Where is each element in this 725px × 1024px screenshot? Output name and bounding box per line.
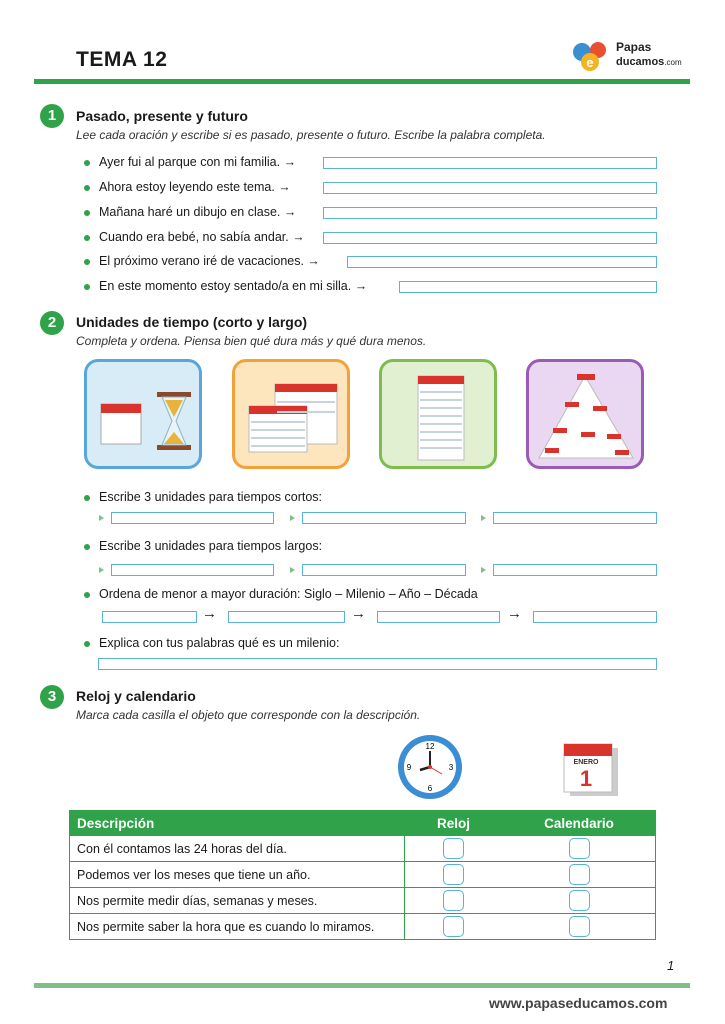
reloj-checkbox[interactable]	[443, 916, 464, 937]
bullet	[84, 284, 90, 290]
cell-calendario	[503, 836, 656, 862]
svg-text:e: e	[586, 55, 594, 70]
table-row	[70, 888, 656, 914]
cell-calendario	[503, 888, 656, 914]
long-unit-field-1[interactable]	[111, 564, 274, 576]
order-field-3[interactable]	[377, 611, 500, 623]
long-unit-field-3[interactable]	[493, 564, 657, 576]
reloj-checkbox[interactable]	[443, 838, 464, 859]
order-field-4[interactable]	[533, 611, 657, 623]
answer-field-2[interactable]	[323, 182, 657, 194]
header-description: Descripción	[70, 811, 405, 836]
calendar-pile-icon	[529, 362, 641, 466]
section-title-2: Unidades de tiempo (corto y largo)	[76, 314, 308, 330]
logo-educamos: ducamos.com	[616, 56, 682, 68]
svg-text:ENERO: ENERO	[573, 759, 599, 766]
reloj-checkbox[interactable]	[443, 864, 464, 885]
cell-reloj	[404, 888, 503, 914]
sentence-1: Ayer fui al parque con mi familia. →	[99, 155, 297, 169]
page-title: TEMA 12	[76, 48, 168, 71]
card-tall-calendar-stack	[379, 359, 497, 469]
svg-text:1: 1	[579, 766, 593, 791]
table-row	[70, 914, 656, 940]
table-row	[70, 836, 656, 862]
answer-field-1[interactable]	[323, 157, 657, 169]
bullet	[84, 641, 90, 647]
section-number-3: 3	[40, 685, 64, 709]
arrow-icon: →	[507, 605, 522, 622]
row-description: Nos permite saber la hora que es cuando lo miramos.	[70, 914, 405, 940]
long-unit-field-2[interactable]	[302, 564, 466, 576]
row-description: Nos permite medir días, semanas y meses.	[70, 888, 405, 914]
cell-reloj	[404, 914, 503, 940]
triangle-marker-icon	[481, 515, 486, 521]
bullet	[84, 259, 90, 265]
reloj-checkbox[interactable]	[443, 890, 464, 911]
logo	[570, 38, 690, 74]
calendar-hourglass-icon	[87, 362, 199, 466]
order-field-1[interactable]	[102, 611, 197, 623]
section-subtitle-1: Lee cada oración y escribe si es pasado, presente o futuro. Escribe la palabra completa.	[76, 128, 546, 142]
short-unit-field-1[interactable]	[111, 512, 274, 524]
cell-calendario	[503, 862, 656, 888]
row-description: Podemos ver los meses que tiene un año.	[70, 862, 405, 888]
sentence-5: El próximo verano iré de vacaciones. →	[99, 254, 320, 268]
short-unit-field-3[interactable]	[493, 512, 657, 524]
triangle-marker-icon	[290, 567, 295, 573]
cell-calendario	[503, 914, 656, 940]
card-calendar-pile	[526, 359, 644, 469]
tall-calendar-stack-icon	[382, 362, 494, 466]
footer-url[interactable]: www.papaseducamos.com	[489, 995, 668, 1011]
header-calendario: Calendario	[503, 811, 656, 836]
calendario-checkbox[interactable]	[569, 838, 590, 859]
card-calendar-hourglass	[84, 359, 202, 469]
match-table	[69, 810, 656, 940]
calendar-icon	[560, 740, 624, 798]
calendar-stacks-icon	[235, 362, 347, 466]
millennium-field[interactable]	[98, 658, 657, 670]
answer-field-5[interactable]	[347, 256, 657, 268]
bullet	[84, 185, 90, 191]
row-description: Con él contamos las 24 horas del día.	[70, 836, 405, 862]
logo-papas: Papas	[616, 40, 652, 54]
bullet	[84, 592, 90, 598]
sentence-4: Cuando era bebé, no sabía andar. →	[99, 230, 305, 244]
calendario-checkbox[interactable]	[569, 890, 590, 911]
page-number: 1	[667, 958, 675, 973]
svg-text:9: 9	[406, 763, 412, 772]
svg-text:12: 12	[425, 742, 435, 751]
section-title-1: Pasado, presente y futuro	[76, 108, 248, 124]
triangle-marker-icon	[99, 567, 104, 573]
cell-reloj	[404, 836, 503, 862]
long-units-prompt: Escribe 3 unidades para tiempos largos:	[99, 539, 323, 553]
arrow-icon: →	[202, 605, 217, 622]
bullet	[84, 544, 90, 550]
order-prompt: Ordena de menor a mayor duración: Siglo – Milenio – Año – Década	[99, 587, 478, 601]
svg-text:3: 3	[448, 763, 454, 772]
triangle-marker-icon	[99, 515, 104, 521]
card-calendar-stacks	[232, 359, 350, 469]
section-number-1: 1	[40, 104, 64, 128]
bullet	[84, 495, 90, 501]
triangle-marker-icon	[481, 567, 486, 573]
bullet	[84, 235, 90, 241]
order-field-2[interactable]	[228, 611, 345, 623]
cell-reloj	[404, 862, 503, 888]
answer-field-6[interactable]	[399, 281, 657, 293]
section-subtitle-3: Marca cada casilla el objeto que corresponde con la descripción.	[76, 708, 421, 722]
family-logo-icon	[570, 38, 614, 74]
sentence-2: Ahora estoy leyendo este tema. →	[99, 180, 291, 194]
table-row	[70, 862, 656, 888]
sentence-3: Mañana haré un dibujo en clase. →	[99, 205, 297, 219]
answer-field-3[interactable]	[323, 207, 657, 219]
calendario-checkbox[interactable]	[569, 916, 590, 937]
clock-icon	[396, 733, 464, 801]
bullet	[84, 210, 90, 216]
arrow-icon: →	[351, 605, 366, 622]
calendario-checkbox[interactable]	[569, 864, 590, 885]
short-units-prompt: Escribe 3 unidades para tiempos cortos:	[99, 490, 323, 504]
svg-text:6: 6	[427, 784, 433, 793]
short-unit-field-2[interactable]	[302, 512, 466, 524]
section-subtitle-2: Completa y ordena. Piensa bien qué dura más y qué dura menos.	[76, 334, 427, 348]
section-number-2: 2	[40, 311, 64, 335]
millennium-prompt: Explica con tus palabras qué es un milenio:	[99, 636, 340, 650]
sentence-6: En este momento estoy sentado/a en mi silla. →	[99, 279, 368, 293]
triangle-marker-icon	[290, 515, 295, 521]
footer-divider	[34, 983, 690, 988]
header-reloj: Reloj	[404, 811, 503, 836]
header-divider	[34, 79, 690, 84]
section-title-3: Reloj y calendario	[76, 688, 196, 704]
table-header-row	[70, 811, 656, 836]
answer-field-4[interactable]	[323, 232, 657, 244]
bullet	[84, 160, 90, 166]
